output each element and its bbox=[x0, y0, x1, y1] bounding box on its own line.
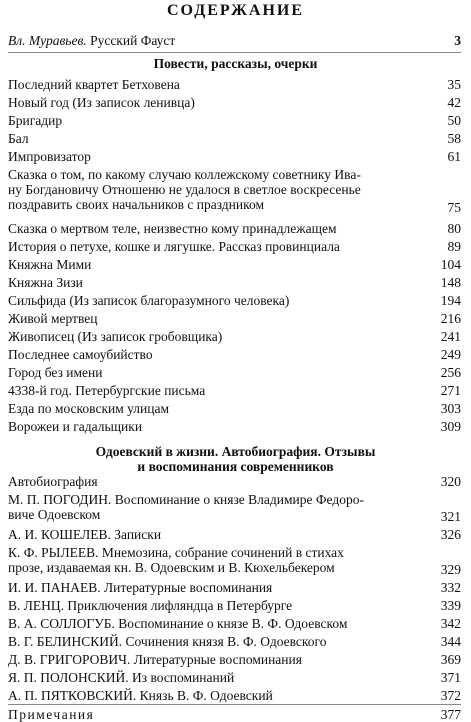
page-number: 309 bbox=[440, 419, 461, 434]
page-number: 271 bbox=[440, 383, 461, 398]
page-number: 50 bbox=[447, 113, 461, 128]
page-title: СОДЕРЖАНИЕ bbox=[166, 2, 305, 19]
entry-title: И. И. ПАНАЕВ. Литературные воспоминания bbox=[8, 580, 273, 595]
entry-title: Город без имени bbox=[8, 365, 103, 380]
page-number: 61 bbox=[447, 149, 461, 164]
entry-title: Новый год (Из записок ленивца) bbox=[8, 95, 195, 110]
toc-entry[interactable] bbox=[8, 492, 461, 524]
page-number: 332 bbox=[440, 580, 461, 595]
page-number: 58 bbox=[447, 131, 461, 146]
page-number: 329 bbox=[440, 561, 461, 577]
entry-title-line: Сказка о том, по какому случаю коллежскому советнику Ива- bbox=[8, 167, 361, 182]
entry-title: Живописец (Из записок гробовщика) bbox=[8, 329, 223, 344]
section-heading-line: Одоевский в жизни. Автобиография. Отзывы bbox=[95, 444, 376, 459]
entry-title: Княжна Зизи bbox=[8, 275, 83, 290]
divider bbox=[8, 52, 461, 53]
page-number: 194 bbox=[440, 293, 461, 308]
entry-title: История о петухе, кошке и лягушке. Рассказ провинциала bbox=[8, 239, 340, 254]
page-number: 89 bbox=[447, 239, 461, 254]
entry-title: Бал bbox=[8, 131, 29, 146]
entry-title: В. ЛЕНЦ. Приключения лифляндца в Петербурге bbox=[8, 598, 293, 613]
entry-title: Последнее самоубийство bbox=[8, 347, 153, 362]
section-heading-line: и воспоминания современников bbox=[137, 459, 334, 474]
page-number: 256 bbox=[440, 365, 461, 380]
page-number: 3 bbox=[454, 33, 461, 48]
divider bbox=[8, 704, 461, 705]
entry-title-line: вичe Одоевском bbox=[8, 507, 101, 523]
section-heading bbox=[0, 444, 471, 474]
entry-title-line: М. П. ПОГОДИН. Воспоминание о князе Владимире Федоро- bbox=[8, 492, 364, 507]
toc-entry[interactable] bbox=[8, 545, 461, 577]
entry-title-line: поздравить своих начальников с праздником bbox=[8, 197, 265, 213]
intro-author: Вл. Муравьев. bbox=[8, 33, 87, 48]
page-number: 216 bbox=[440, 311, 461, 326]
entry-title: А. П. ПЯТКОВСКИЙ. Князь В. Ф. Одоевский bbox=[8, 688, 273, 703]
entry-title: Езда по московским улицам bbox=[8, 401, 170, 416]
page-number: 303 bbox=[440, 401, 461, 416]
page-number: 249 bbox=[440, 347, 461, 362]
page-number: 75 bbox=[447, 199, 461, 215]
entry-title: Живой мертвец bbox=[8, 311, 98, 326]
page-number: 80 bbox=[447, 221, 461, 236]
section-heading: Повести, рассказы, очерки bbox=[153, 56, 318, 71]
page-number: 104 bbox=[440, 257, 461, 272]
entry-title-line: прозе, издаваемая кн. В. Одоевским и В. Кюхельбекером bbox=[8, 560, 335, 576]
page-number: 342 bbox=[440, 616, 461, 631]
entry-title: Сильфида (Из записок благоразумного человека) bbox=[8, 293, 290, 308]
page-number: 321 bbox=[440, 508, 461, 524]
entry-title: Ворожеи и гадальщики bbox=[8, 419, 143, 434]
page-number: 148 bbox=[440, 275, 461, 290]
entry-title-line: ну Богдановичу Отношеню не удалося в светлое воскресенье bbox=[8, 182, 361, 198]
entry-title: 4338-й год. Петербургские письма bbox=[8, 383, 206, 398]
page-number: 42 bbox=[447, 95, 461, 110]
entry-title: А. И. КОШЕЛЕВ. Записки bbox=[8, 527, 162, 542]
entry-title: В. А. СОЛЛОГУБ. Воспоминание о князе В. Ф. Одоевском bbox=[8, 616, 348, 631]
page-number: 326 bbox=[440, 527, 461, 542]
entry-title: Примечания bbox=[8, 707, 95, 722]
entry-title: Сказка о мертвом теле, неизвестно кому принадлежащем bbox=[8, 221, 337, 236]
page-number: 344 bbox=[440, 634, 461, 649]
entry-title: Бригадир bbox=[8, 113, 63, 128]
page-number: 372 bbox=[440, 688, 461, 703]
entry-title: В. Г. БЕЛИНСКИЙ. Сочинения князя В. Ф. Одоевского bbox=[8, 634, 327, 649]
intro-work: Русский Фауст bbox=[90, 33, 176, 48]
entry-title: Д. В. ГРИГОРОВИЧ. Литературные воспоминания bbox=[8, 652, 302, 667]
entry-title: Автобиография bbox=[8, 474, 98, 489]
page-number: 377 bbox=[440, 707, 461, 722]
page-number: 339 bbox=[440, 598, 461, 613]
entry-title: Я. П. ПОЛОНСКИЙ. Из воспоминаний bbox=[8, 670, 235, 685]
entry-title-line: К. Ф. РЫЛЕЕВ. Мнемозина, собрание сочинений в стихах bbox=[8, 545, 344, 560]
page-number: 320 bbox=[440, 474, 461, 489]
toc-entry[interactable] bbox=[8, 167, 461, 215]
page-number: 369 bbox=[440, 652, 461, 667]
entry-title: Княжна Мими bbox=[8, 257, 92, 272]
page-number: 241 bbox=[440, 329, 461, 344]
page-number: 35 bbox=[447, 77, 461, 92]
entry-title: Последний квартет Бетховена bbox=[8, 77, 180, 92]
page-number: 371 bbox=[440, 670, 461, 685]
entry-title: Импровизатор bbox=[8, 149, 91, 164]
